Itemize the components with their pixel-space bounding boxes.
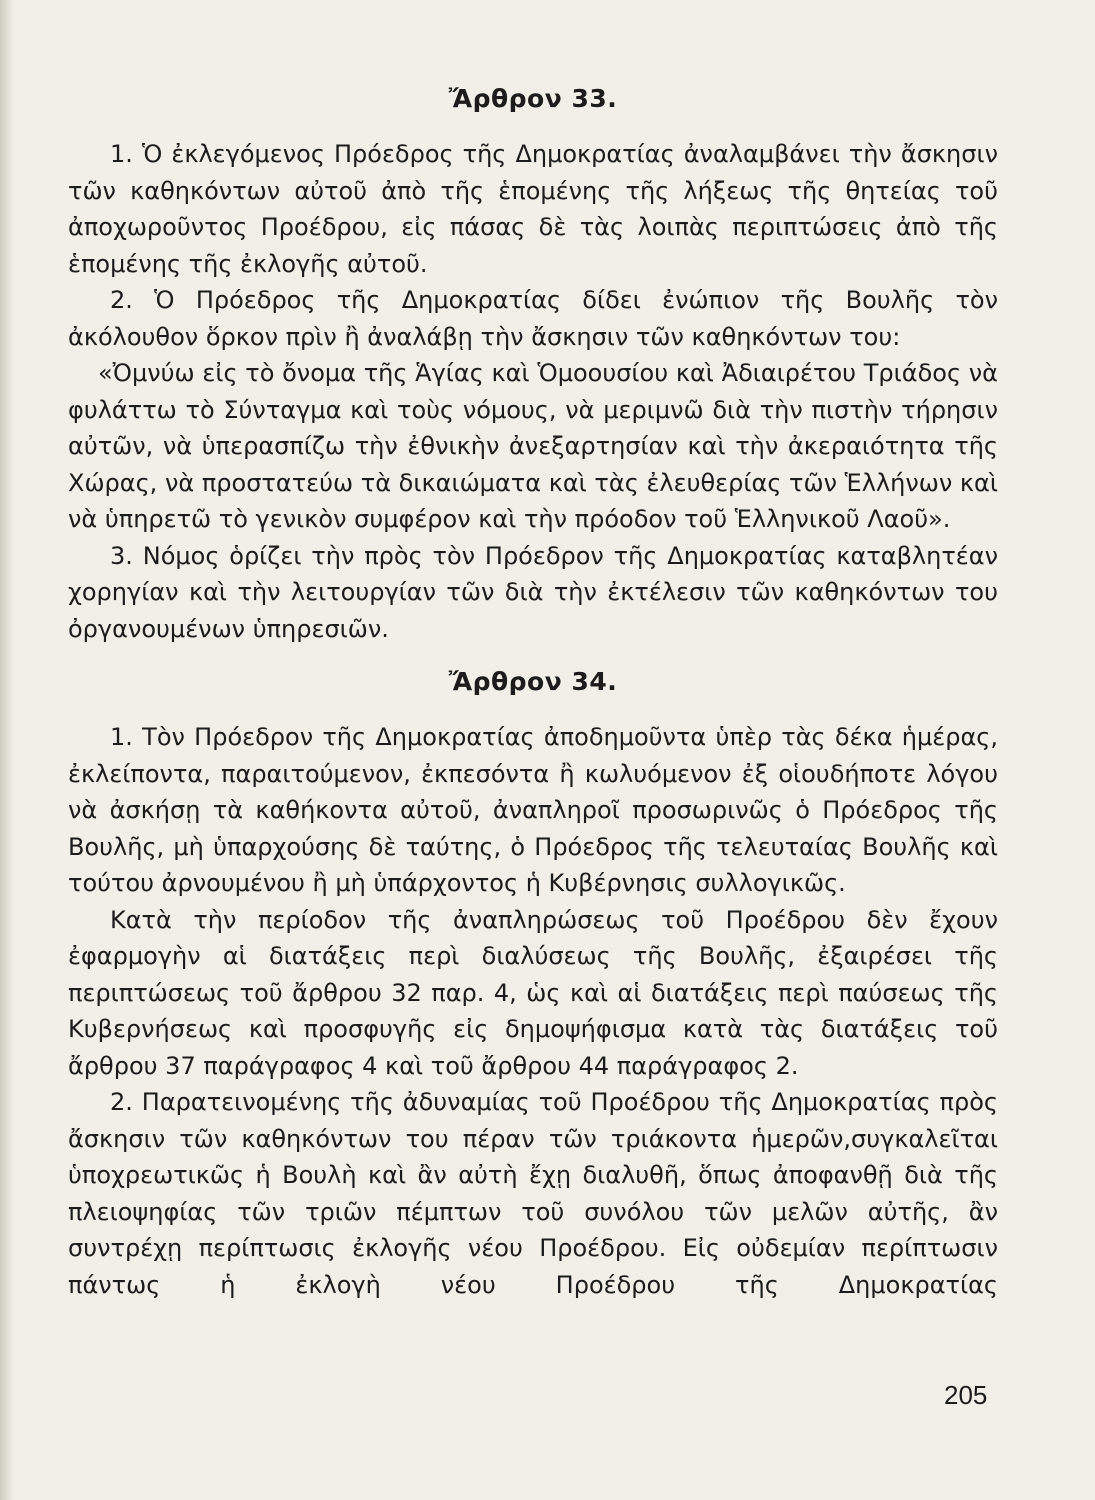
article-33-paragraph-3: 3. Νόμος ὁρίζει τὴν πρὸς τὸν Πρόεδρον τῆς Δημοκρατίας καταβλητέαν χορηγίαν καὶ τὴν λειτουργίαν τῶν διὰ τὴν ἐκτέλεσιν τῶν καθηκόντων του ὀργανουμένων ὑπηρεσιῶν. — [68, 541, 998, 643]
article-33-paragraph-2: 2. Ὁ Πρόεδρος τῆς Δημοκρατίας δίδει ἐνώπιον τῆς Βουλῆς τὸν ἀκόλουθον ὅρκον πρὶν ἢ ἀναλάβῃ τὴν ἄσκησιν τῶν καθηκόντων του: — [68, 286, 998, 351]
article-34-paragraph-1: 1. Τὸν Πρόεδρον τῆς Δημοκρατίας ἀποδημοῦντα ὑπὲρ τὰς δέκα ἡμέρας, ἐκλείποντα, παραιτούμενον, ἐκπεσόντα ἢ κωλυόμενον ἐξ οἱουδήποτε λόγου νὰ ἀσκήσῃ τὰ καθήκοντα αὐτοῦ, ἀναπληροῖ προσωρινῶς ὁ Πρόεδρος τῆς Βουλῆς, μὴ ὑπαρχούσης δὲ ταύτης, ὁ Πρόεδρος τῆς τελευταίας Βουλῆς καὶ τούτου ἀρνουμένου ἢ μὴ ὑπάρχοντος ἡ Κυβέρνησις συλλογικῶς. — [68, 723, 998, 897]
page-number: 205 — [944, 1380, 988, 1410]
article-33-paragraph-1: 1. Ὁ ἐκλεγόμενος Πρόεδρος τῆς Δημοκρατίας ἀναλαμβάνει τὴν ἄσκησιν τῶν καθηκόντων αὐτοῦ ἀπὸ τῆς ἑπομένης τῆς λήξεως τῆς θητείας τοῦ ἀποχωροῦντος Προέδρου, εἰς πάσας δὲ τὰς λοιπὰς περιπτώσεις ἀπὸ τῆς ἑπομένης τῆς ἐκλογῆς αὐτοῦ. — [68, 140, 998, 278]
book-gutter-shadow — [0, 0, 14, 1500]
article-33-oath: «Ὀμνύω εἰς τὸ ὄνομα τῆς Ἁγίας καὶ Ὁμοουσίου καὶ Ἀδιαιρέτου Τριάδος νὰ φυλάττω τὸ Σύνταγμα καὶ τοὺς νόμους, νὰ μεριμνῶ διὰ τὴν πιστὴν τήρησιν αὐτῶν, νὰ ὑπερασπίζω τὴν ἐθνικὴν ἀνεξαρτησίαν καὶ τὴν ἀκεραιότητα τῆς Χώρας, νὰ προστατεύω τὰ δικαιώματα καὶ τὰς ἐλευθερίας τῶν Ἑλλήνων καὶ νὰ ὑπηρετῶ τὸ γενικὸν συμφέρον καὶ τὴν πρόοδον τοῦ Ἑλληνικοῦ Λαοῦ». — [68, 359, 998, 533]
document-page — [68, 82, 998, 1303]
article-34-paragraph-2: 2. Παρατεινομένης τῆς ἀδυναμίας τοῦ Προέδρου τῆς Δημοκρατίας πρὸς ἄσκησιν τῶν καθηκόντων του πέραν τῶν τριάκοντα ἡμερῶν,συγκαλεῖται ὑποχρεωτικῶς ἡ Βουλὴ καὶ ἂν αὐτὴ ἔχῃ διαλυθῆ, ὅπως ἀποφανθῇ διὰ τῆς πλειοψηφίας τῶν τριῶν πέμπτων τοῦ συνόλου τῶν μελῶν αὐτῆς, ἂν συντρέχῃ περίπτωσις ἐκλογῆς νέου Προέδρου. Εἰς οὐδεμίαν περίπτωσιν πάντως ἡ ἐκλογὴ νέου Προέδρου τῆς Δημοκρατίας — [68, 1088, 998, 1299]
article-34-paragraph-1b: Κατὰ τὴν περίοδον τῆς ἀναπληρώσεως τοῦ Προέδρου δὲν ἔχουν ἐφαρμογὴν αἱ διατάξεις περὶ διαλύσεως τῆς Βουλῆς, ἐξαιρέσει τῆς περιπτώσεως τοῦ ἄρθρου 32 παρ. 4, ὡς καὶ αἱ διατάξεις περὶ παύσεως τῆς Κυβερνήσεως καὶ προσφυγῆς εἰς δημοψήφισμα κατὰ τὰς διατάξεις τοῦ ἄρθρου 37 παράγραφος 4 καὶ τοῦ ἄρθρου 44 παράγραφος 2. — [68, 905, 998, 1080]
article-34-heading: Ἄρθρον 34. — [448, 667, 618, 696]
article-33-heading: Ἄρθρον 33. — [448, 84, 618, 113]
